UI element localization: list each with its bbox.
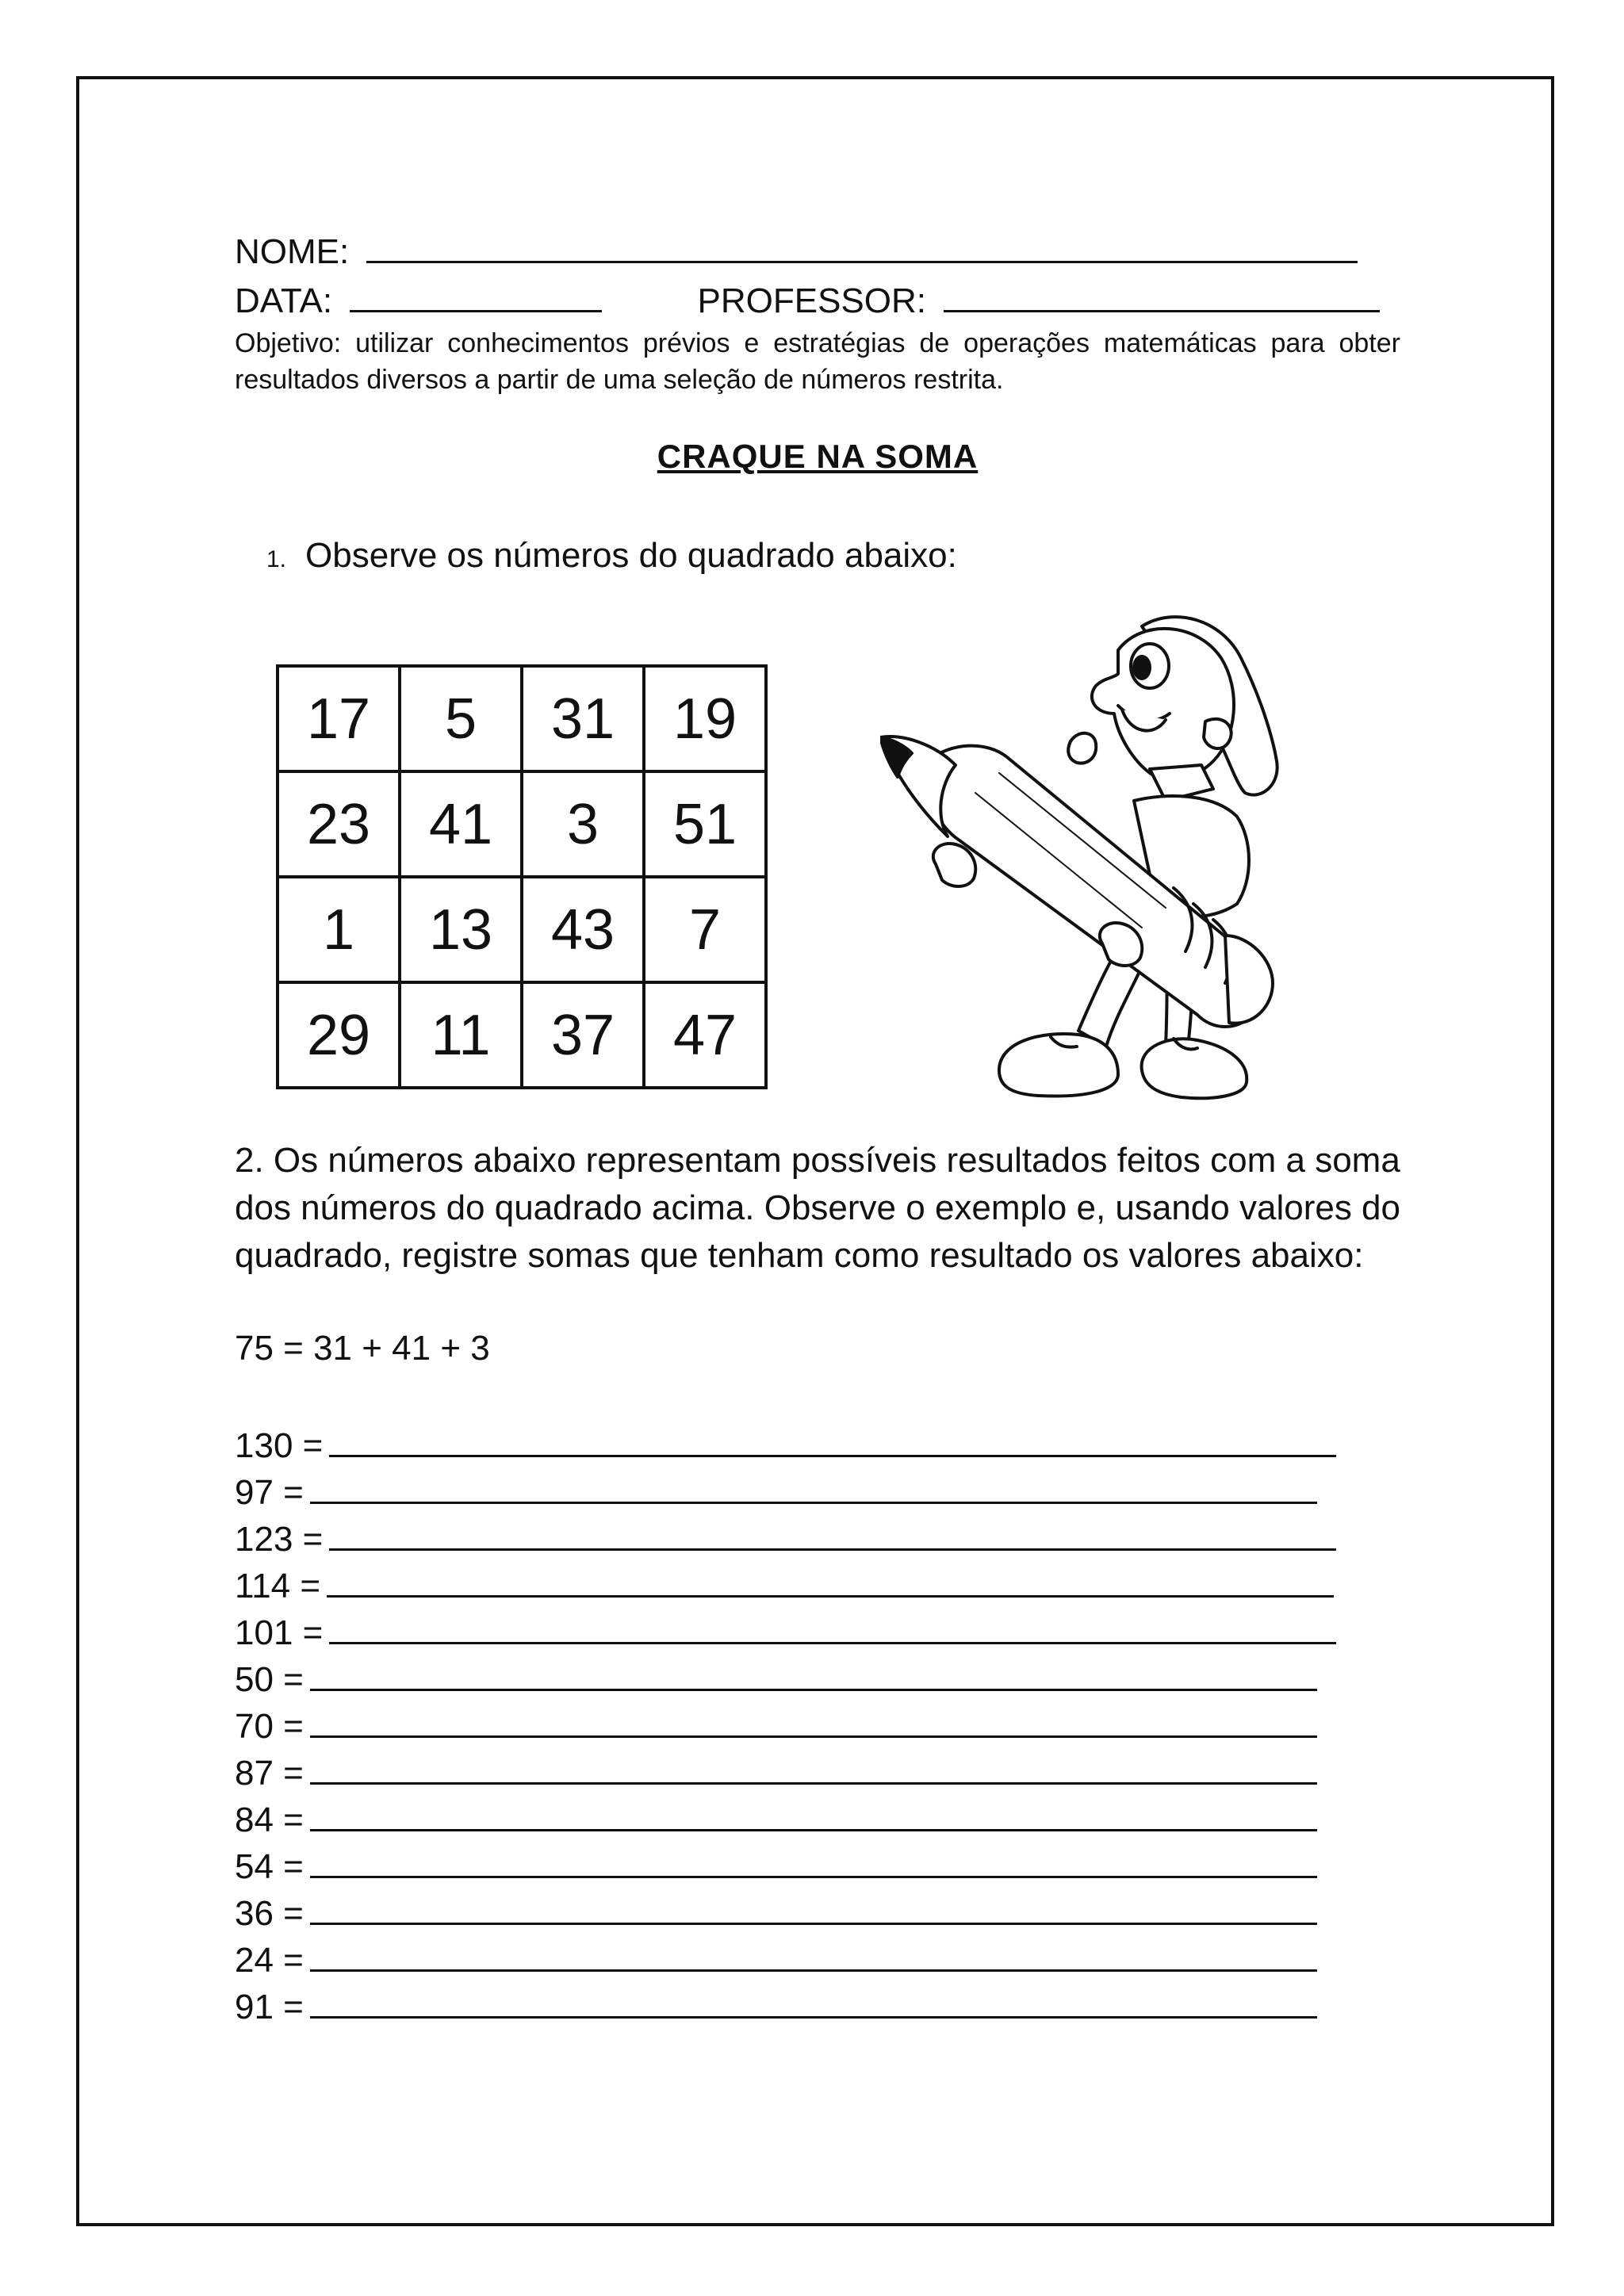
answer-row (235, 1984, 1408, 2030)
grid-cell: 17 (278, 666, 400, 771)
answer-row (235, 1797, 1408, 1843)
grid-row (278, 771, 766, 877)
example-equation: 75 = 31 + 41 + 3 (235, 1329, 490, 1368)
answer-row (235, 1422, 1408, 1469)
answer-row (235, 1656, 1408, 1703)
grid-row (278, 982, 766, 1088)
grid-row (278, 666, 766, 771)
question-1-number: 1. (266, 546, 287, 572)
answer-field[interactable] (310, 1705, 1317, 1738)
answer-row (235, 1937, 1408, 1984)
grid-row (278, 877, 766, 982)
answer-row (235, 1563, 1408, 1609)
name-line (235, 228, 1400, 276)
date-field[interactable] (350, 278, 602, 312)
pencil-kid-illustration (880, 603, 1316, 1110)
grid-cell: 51 (644, 771, 766, 877)
teacher-field[interactable] (944, 278, 1380, 312)
answer-field[interactable] (310, 1846, 1317, 1878)
answer-label: 50 = (235, 1660, 304, 1699)
question-1 (266, 536, 957, 576)
answer-label: 114 = (235, 1567, 321, 1605)
grid-cell: 37 (522, 982, 644, 1088)
worksheet-title: CRAQUE NA SOMA (657, 438, 979, 475)
grid-cell: 19 (644, 666, 766, 771)
grid-cell: 7 (644, 877, 766, 982)
question-1-text: Observe os números do quadrado abaixo: (305, 536, 957, 575)
answer-row (235, 1469, 1408, 1516)
answer-label: 87 = (235, 1754, 304, 1793)
number-grid (276, 664, 768, 1089)
objective-text: Objetivo: utilizar conhecimentos prévios e estratégias de operações matemáticas para obter resultados diversos a partir de uma seleção de números restrita. (235, 328, 1400, 395)
question-2-text: 2. Os números abaixo representam possíveis resultados feitos com a soma dos números do quadrado acima. Observe o exemplo e, usando valores do quadrado, registre somas que tenham como resultado os valores abaixo: (235, 1141, 1400, 1275)
answer-label: 130 = (235, 1426, 324, 1465)
grid-cell: 41 (400, 771, 522, 877)
answer-row (235, 1843, 1408, 1890)
answer-field[interactable] (329, 1612, 1336, 1644)
answer-field[interactable] (310, 1986, 1317, 2019)
answer-row (235, 1890, 1408, 1937)
answer-field[interactable] (327, 1565, 1334, 1598)
answer-row (235, 1703, 1408, 1750)
answer-label: 91 = (235, 1988, 304, 2026)
answer-label: 84 = (235, 1800, 304, 1839)
grid-cell: 11 (400, 982, 522, 1088)
answer-field[interactable] (310, 1471, 1317, 1504)
grid-cell: 13 (400, 877, 522, 982)
answer-row (235, 1609, 1408, 1656)
name-label: NOME: (235, 232, 350, 271)
date-teacher-line (235, 277, 1400, 325)
answer-row (235, 1750, 1408, 1797)
answer-label: 97 = (235, 1473, 304, 1512)
answer-label: 24 = (235, 1941, 304, 1980)
answer-label: 70 = (235, 1707, 304, 1746)
grid-cell: 5 (400, 666, 522, 771)
grid-cell: 1 (278, 877, 400, 982)
grid-cell: 43 (522, 877, 644, 982)
grid-cell: 31 (522, 666, 644, 771)
grid-cell: 3 (522, 771, 644, 877)
answer-label: 54 = (235, 1847, 304, 1886)
answer-row (235, 1516, 1408, 1563)
grid-cell: 23 (278, 771, 400, 877)
grid-cell: 29 (278, 982, 400, 1088)
answer-field[interactable] (310, 1752, 1317, 1785)
answer-field[interactable] (329, 1518, 1336, 1551)
teacher-label: PROFESSOR: (697, 281, 927, 320)
answer-field[interactable] (310, 1892, 1317, 1925)
answer-label: 123 = (235, 1520, 324, 1559)
grid-cell: 47 (644, 982, 766, 1088)
answer-field[interactable] (310, 1659, 1317, 1691)
answer-label: 36 = (235, 1894, 304, 1933)
name-field[interactable] (366, 229, 1358, 263)
answer-field[interactable] (310, 1939, 1317, 1972)
date-label: DATA: (235, 281, 333, 320)
answer-label: 101 = (235, 1613, 324, 1652)
answer-field[interactable] (329, 1425, 1336, 1457)
answer-list (235, 1422, 1408, 2030)
answer-field[interactable] (310, 1799, 1317, 1831)
